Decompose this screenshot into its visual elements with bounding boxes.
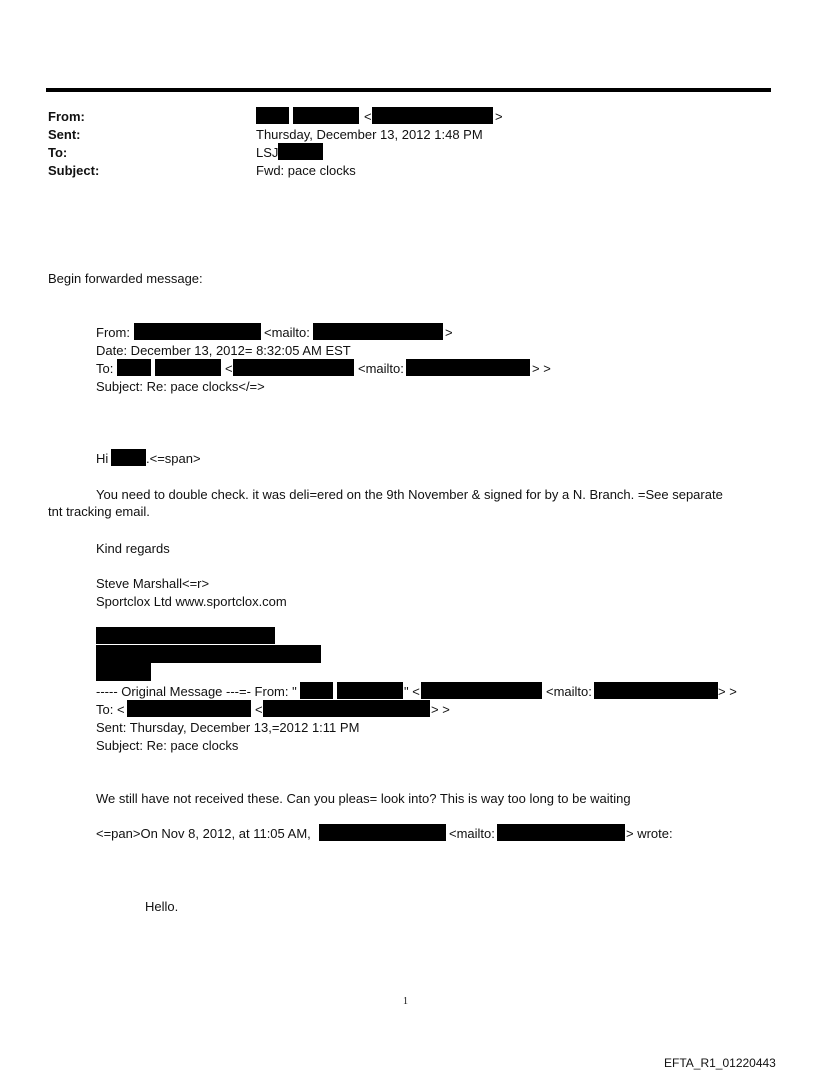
orig-quote-lt: " < (404, 684, 420, 699)
on-date: <=pan>On Nov 8, 2012, at 11:05 AM, (96, 826, 311, 841)
redaction-box (319, 824, 446, 841)
redaction-box (127, 700, 251, 717)
orig-gt: > > (718, 684, 737, 699)
subject-label: Subject: (48, 163, 100, 178)
redaction-box (117, 359, 151, 376)
redaction-box (96, 645, 321, 663)
subject-value: Fwd: pace clocks (256, 163, 356, 178)
sig-company: Sportclox Ltd www.sportclox.com (96, 594, 287, 609)
forward-intro: Begin forwarded message: (48, 271, 203, 286)
para1-line2: tnt tracking email. (48, 504, 150, 519)
redaction-box (594, 682, 718, 699)
still-not-received: We still have not received these. Can you pleas= look into? This is way too long to be waiting (96, 791, 631, 806)
orig-prefix: ----- Original Message ---=- From: " (96, 684, 297, 699)
redaction-box (134, 323, 261, 340)
orig-to-gt: > > (431, 702, 450, 717)
redaction-box (300, 682, 333, 699)
fwd-from-gt: > (445, 325, 453, 340)
from-gt: > (495, 109, 503, 124)
redaction-box (263, 700, 430, 717)
regards: Kind regards (96, 541, 170, 556)
redaction-box (233, 359, 354, 376)
redaction-box (96, 663, 151, 681)
orig-mailto: <mailto: (546, 684, 592, 699)
sent-value: Thursday, December 13, 2012 1:48 PM (256, 127, 483, 142)
from-label: From: (48, 109, 85, 124)
fwd-from-label: From: (96, 325, 130, 340)
orig-sent: Sent: Thursday, December 13,=2012 1:11 PM (96, 720, 360, 735)
redaction-box (372, 107, 493, 124)
fwd-to-gt: > > (532, 361, 551, 376)
greeting-span: .<=span> (146, 451, 201, 466)
redaction-box (155, 359, 221, 376)
to-label: To: (48, 145, 68, 160)
redaction-box (96, 627, 275, 644)
redaction-box (111, 449, 146, 466)
fwd-date: Date: December 13, 2012= 8:32:05 AM EST (96, 343, 351, 358)
fwd-to-lt: < (225, 361, 233, 376)
page-number: 1 (403, 996, 408, 1007)
redaction-box (497, 824, 625, 841)
orig-to-label: To: < (96, 702, 125, 717)
fwd-subject: Subject: Re: pace clocks</=> (96, 379, 265, 394)
greeting-hi: Hi (96, 451, 109, 466)
orig-subject: Subject: Re: pace clocks (96, 738, 239, 753)
redaction-box (421, 682, 542, 699)
redaction-box (256, 107, 289, 124)
redaction-box (278, 143, 323, 160)
footer-id: EFTA_R1_01220443 (664, 1056, 776, 1070)
redaction-box (406, 359, 530, 376)
para1-line1: You need to double check. it was deli=ered on the 9th November & signed for by a N. Branch. =See separate (96, 487, 723, 502)
on-mailto: <mailto: (449, 826, 495, 841)
sent-label: Sent: (48, 127, 81, 142)
on-wrote: > wrote: (626, 826, 673, 841)
sig-name: Steve Marshall<=r> (96, 576, 210, 591)
hello: Hello. (145, 899, 179, 914)
redaction-box (313, 323, 443, 340)
to-value: LSJ (256, 145, 279, 160)
header-rule (46, 88, 771, 92)
redaction-box (293, 107, 359, 124)
fwd-to-mailto: <mailto: (358, 361, 404, 376)
fwd-from-mailto: <mailto: (264, 325, 310, 340)
from-lt: < (364, 109, 372, 124)
redaction-box (337, 682, 403, 699)
fwd-to-label: To: (96, 361, 114, 376)
orig-to-lt: < (255, 702, 263, 717)
